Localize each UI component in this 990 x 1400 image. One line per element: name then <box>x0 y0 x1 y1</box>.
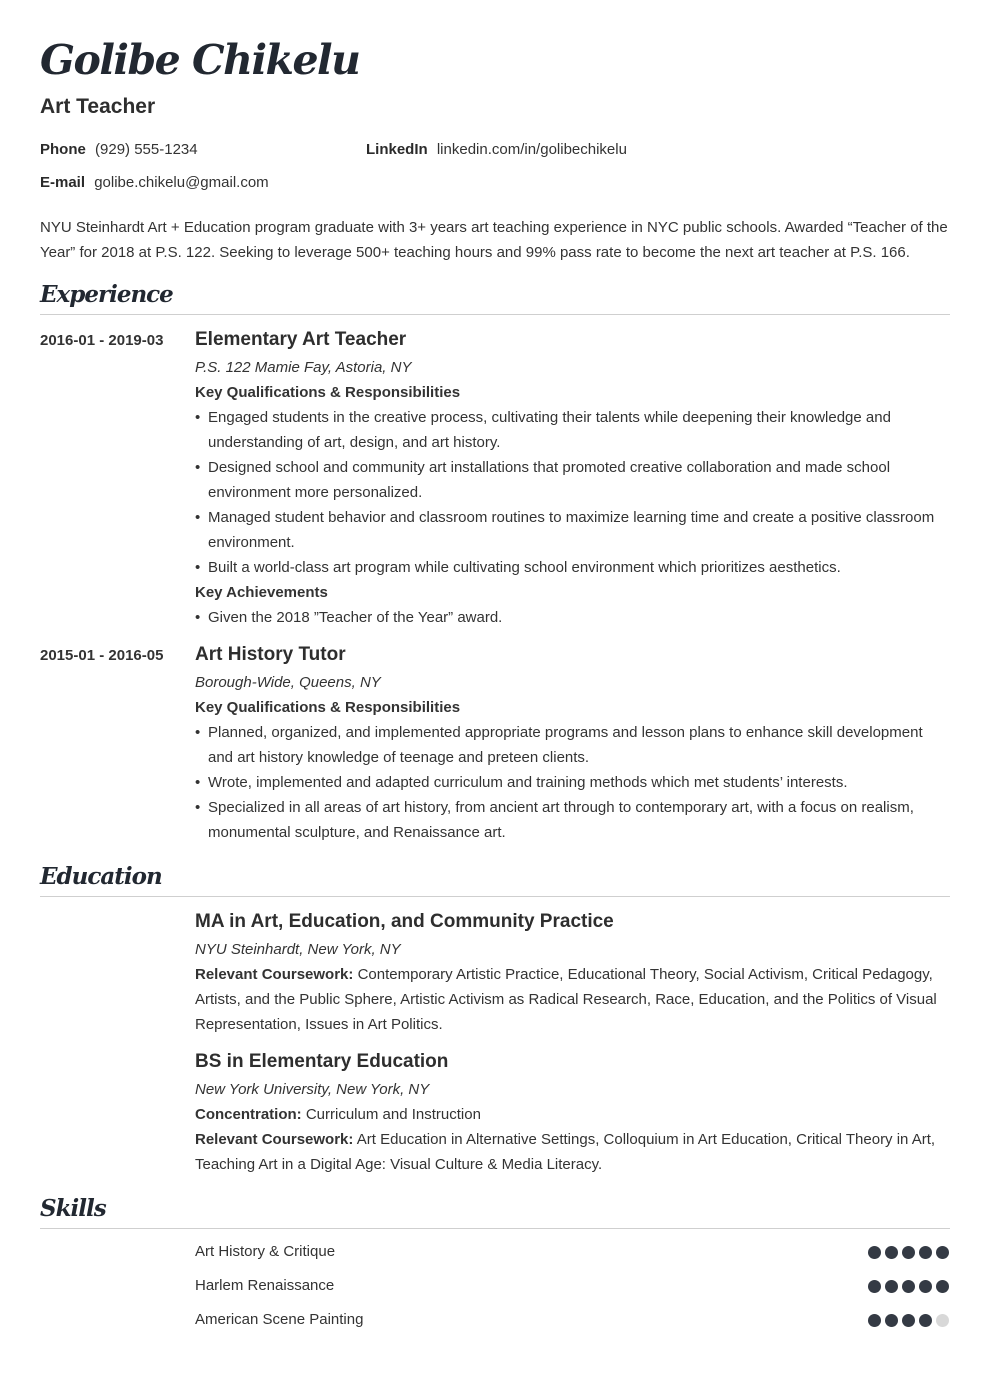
degree-2-coursework <box>195 1127 950 1177</box>
job-1-achievements <box>195 605 950 630</box>
degree-2-title: BS in Elementary Education <box>195 1051 449 1072</box>
job-2-title: Art History Tutor <box>195 644 346 665</box>
rating-dot-filled <box>902 1280 915 1293</box>
rating-dot-filled <box>885 1314 898 1327</box>
coursework-text: Art Education in Alternative Settings, Colloquium in Art Education, Critical Theory in Art, Teaching Art in a Digital Age: Visual Culture & Media Literacy. <box>195 1131 936 1173</box>
job-1-responsibilities <box>195 405 950 580</box>
degree-1-coursework <box>195 962 950 1037</box>
job-title: Art Teacher <box>40 95 156 118</box>
skill-3-rating <box>868 1314 953 1328</box>
list-item: • Wrote, implemented and adapted curriculum and training methods which met students’ interests. <box>195 770 950 795</box>
contact-linkedin <box>366 140 627 160</box>
rating-dot-filled <box>885 1280 898 1293</box>
education-divider <box>40 896 950 897</box>
degree-1-place: NYU Steinhardt, New York, NY <box>195 941 401 958</box>
skill-2-rating <box>868 1280 953 1294</box>
job-2-responsibilities <box>195 720 950 845</box>
list-item: • Engaged students in the creative process, cultivating their talents while deepening their knowledge and understanding of art, design, and art history. <box>195 405 950 455</box>
job-2-resp-heading: Key Qualifications & Responsibilities <box>195 699 461 716</box>
rating-dot-filled <box>868 1314 881 1327</box>
list-item: • Given the 2018 ”Teacher of the Year” award. <box>195 605 950 630</box>
phone-label: Phone <box>40 141 86 158</box>
contact-phone <box>40 140 198 160</box>
list-item: • Managed student behavior and classroom routines to maximize learning time and create a positive classroom environment. <box>195 505 950 555</box>
job-1 <box>195 326 950 630</box>
email-value[interactable]: golibe.chikelu@gmail.com <box>94 174 269 191</box>
rating-dot-filled <box>868 1246 881 1259</box>
skill-1-rating <box>868 1246 953 1260</box>
experience-divider <box>40 314 950 315</box>
coursework-text: Contemporary Artistic Practice, Educational Theory, Social Activism, Critical Pedagogy, Artists, and the Public Sphere, Artistic Activism as Radical Research, Race, Education, and the Politics of Visual Representation, Issues in Art Politics. <box>195 966 937 1033</box>
skill-3-name: American Scene Painting <box>195 1311 364 1328</box>
job-2-dates: 2015-01 - 2016-05 <box>40 647 164 664</box>
job-1-place: P.S. 122 Mamie Fay, Astoria, NY <box>195 359 412 376</box>
degree-2-place: New York University, New York, NY <box>195 1081 430 1098</box>
rating-dot-filled <box>902 1314 915 1327</box>
job-1-title: Elementary Art Teacher <box>195 329 407 350</box>
rating-dot-filled <box>936 1246 949 1259</box>
job-1-resp-heading: Key Qualifications & Responsibilities <box>195 384 461 401</box>
email-label: E-mail <box>40 174 86 191</box>
rating-dot-filled <box>936 1280 949 1293</box>
list-item: • Designed school and community art installations that promoted creative collaboration and made school environment more personalized. <box>195 455 950 505</box>
rating-dot-filled <box>919 1314 932 1327</box>
coursework-label: Relevant Coursework: <box>195 1131 354 1148</box>
list-item: • Built a world-class art program while cultivating school environment which prioritizes aesthetics. <box>195 555 950 580</box>
education-heading: Education <box>40 863 162 890</box>
degree-1-title: MA in Art, Education, and Community Practice <box>195 911 614 932</box>
job-1-ach-heading: Key Achievements <box>195 584 328 601</box>
linkedin-value[interactable]: linkedin.com/in/golibechikelu <box>436 141 627 158</box>
list-item: • Specialized in all areas of art history, from ancient art through to contemporary art, with a focus on realism, monumental sculpture, and Renaissance art. <box>195 795 950 845</box>
coursework-label: Relevant Coursework: <box>195 966 354 983</box>
summary: NYU Steinhardt Art + Education program graduate with 3+ years art teaching experience in NYC public schools. Awarded “Teacher of the Year” for 2018 at P.S. 122. Seeking to leverage 500+ teaching hours and 99% pass rate to become the next art teacher at P.S. 166. <box>40 219 948 261</box>
list-item: • Planned, organized, and implemented appropriate programs and lesson plans to enhance skill development and art history knowledge of teenage and preteen clients. <box>195 720 950 770</box>
candidate-name: Golibe Chikelu <box>40 36 360 84</box>
skills-divider <box>40 1228 950 1229</box>
experience-heading: Experience <box>40 281 173 308</box>
rating-dot-filled <box>868 1280 881 1293</box>
contact-email <box>40 173 269 193</box>
rating-dot-filled <box>919 1280 932 1293</box>
degree-2-concentration <box>195 1102 950 1127</box>
linkedin-label: LinkedIn <box>366 141 428 158</box>
degree-1 <box>195 908 950 1037</box>
skill-1-name: Art History & Critique <box>195 1243 336 1260</box>
rating-dot-filled <box>902 1246 915 1259</box>
skill-2-name: Harlem Renaissance <box>195 1277 335 1294</box>
phone-value: (929) 555-1234 <box>95 141 198 158</box>
job-1-dates: 2016-01 - 2019-03 <box>40 332 164 349</box>
job-2 <box>195 641 950 845</box>
rating-dot-filled <box>919 1246 932 1259</box>
concentration-label: Concentration: <box>195 1106 302 1123</box>
concentration-text: Curriculum and Instruction <box>305 1106 481 1123</box>
skills-heading: Skills <box>40 1195 106 1222</box>
rating-dot-empty <box>936 1314 949 1327</box>
rating-dot-filled <box>885 1246 898 1259</box>
degree-2 <box>195 1048 950 1177</box>
job-2-place: Borough-Wide, Queens, NY <box>195 674 381 691</box>
